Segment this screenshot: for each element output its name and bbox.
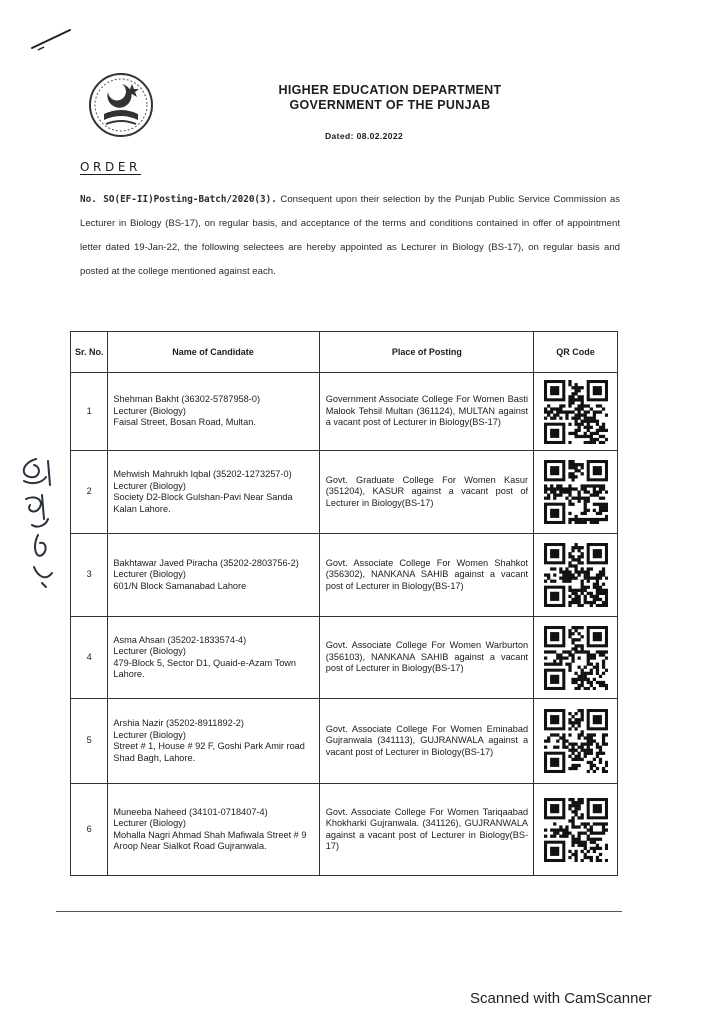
candidate-address: Street # 1, House # 92 F, Goshi Park Amir road Shad Bagh, Lahore. [113, 741, 305, 763]
table-row [71, 451, 618, 534]
sr-number: 3 [71, 534, 108, 617]
scanner-watermark: Scanned with CamScanner [470, 990, 652, 1007]
candidate-cell [108, 617, 319, 699]
pen-mark-scribble [30, 26, 80, 56]
table-row [71, 373, 618, 451]
candidate-address: Society D2-Block Gulshan-Pavi Near Sanda Kalan Lahore. [113, 492, 293, 514]
candidate-designation: Lecturer (Biology) [113, 480, 186, 491]
sr-number: 2 [71, 451, 108, 534]
candidate-cell [108, 699, 319, 784]
order-heading: ORDER [80, 160, 141, 174]
punjab-government-crest-icon [86, 70, 156, 140]
candidate-designation: Lecturer (Biology) [113, 646, 186, 656]
candidate-cell [108, 784, 319, 876]
candidate-name: Asma Ahsan (35202-1833574-4) [113, 634, 247, 645]
place-of-posting: Govt. Associate College For Women Tariqaabad Khokharki Gujranwala. (341126), GUJRANWALA against a vacant post of Lecturer in Biology(BS-17) [319, 784, 533, 876]
order-paragraph [80, 188, 620, 284]
table-header-row [71, 332, 618, 373]
candidate-address: 479-Block 5, Sector D1, Quaid-e-Azam Town Lahore. [113, 657, 297, 679]
candidate-cell [108, 451, 319, 534]
sr-number: 4 [71, 617, 108, 699]
candidate-name: Mehwish Mahrukh Iqbal (35202-1273257-0) [113, 469, 292, 479]
candidate-address: Faisal Street, Bosan Road, Multan. [113, 417, 256, 428]
table-row [71, 699, 618, 784]
qr-code-icon [544, 380, 608, 444]
qr-code-icon [544, 626, 608, 690]
column-header-place: Place of Posting [319, 332, 533, 373]
footer-divider [56, 911, 622, 912]
sr-number: 1 [71, 373, 108, 451]
candidate-name: Shehman Bakht (36302-5787958-0) [113, 394, 260, 405]
table-row [71, 617, 618, 699]
department-title: HIGHER EDUCATION DEPARTMENT [278, 83, 502, 97]
candidate-address: 601/N Block Samanabad Lahore [113, 580, 247, 591]
candidate-designation: Lecturer (Biology) [113, 818, 186, 828]
place-of-posting: Govt. Associate College For Women Eminabad Gujranwala (341113), GUJRANWALA against a vacant post of Lecturer in Biology(BS-17) [319, 699, 533, 784]
place-of-posting: Govt. Associate College For Women Warburton (356103), NANKANA SAHIB against a vacant post of Lecturer in Biology(BS-17) [319, 617, 533, 699]
candidate-designation: Lecturer (Biology) [113, 729, 186, 740]
candidate-address: Mohalla Nagri Ahmad Shah Mafiwala Street # 9 Aroop Near Sialkot Road Gujranwala. [113, 829, 307, 851]
order-reference-number: No. SO(EF-II)Posting-Batch/2020(3). [80, 194, 277, 205]
candidate-cell [108, 534, 319, 617]
candidate-cell [108, 373, 319, 451]
candidate-name: Arshia Nazir (35202-8911892-2) [113, 718, 244, 728]
column-header-qr: QR Code [534, 332, 618, 373]
handwritten-signature [12, 455, 60, 595]
column-header-name: Name of Candidate [108, 332, 319, 373]
dated-line: Dated: 08.02.2022 [325, 131, 404, 141]
table-row [71, 784, 618, 876]
qr-code-icon [544, 543, 608, 607]
qr-code-icon [544, 460, 608, 524]
table-row [71, 534, 618, 617]
place-of-posting: Govt. Associate College For Women Shahkot (356302), NANKANA SAHIB against a vacant post of Lecturer in Biology(BS-17) [319, 534, 533, 617]
sr-number: 5 [71, 699, 108, 784]
sr-number: 6 [71, 784, 108, 876]
place-of-posting: Government Associate College For Women Basti Malook Tehsil Multan (361124), MULTAN against a vacant post of Lecturer in Biology(BS-17) [319, 373, 533, 451]
qr-code-icon [544, 798, 608, 862]
government-title: GOVERNMENT OF THE PUNJAB [289, 98, 491, 112]
candidate-designation: Lecturer (Biology) [113, 569, 186, 580]
place-of-posting: Govt. Graduate College For Women Kasur (351204), KASUR against a vacant post of Lecturer in Biology(BS-17) [319, 451, 533, 534]
candidate-name: Muneeba Naheed (34101-0718407-4) [113, 806, 268, 817]
candidate-designation: Lecturer (Biology) [113, 405, 186, 416]
column-header-sr-no: Sr. No. [71, 332, 108, 373]
candidate-name: Bakhtawar Javed Piracha (35202-2803756-2) [113, 557, 299, 568]
order-body-text: Consequent upon their selection by the Punjab Public Service Commission as Lecturer in Biology (BS-17), on regular basis, and acceptance of the terms and conditions contained in offer of appointment letter dated 19-Jan-22, the following selectees are hereby appointed as Lecturer in Biology (BS-17), on regular basis and posted at the college mentioned against each. [80, 194, 621, 277]
appointments-table [70, 331, 618, 876]
qr-code-icon [544, 709, 608, 773]
